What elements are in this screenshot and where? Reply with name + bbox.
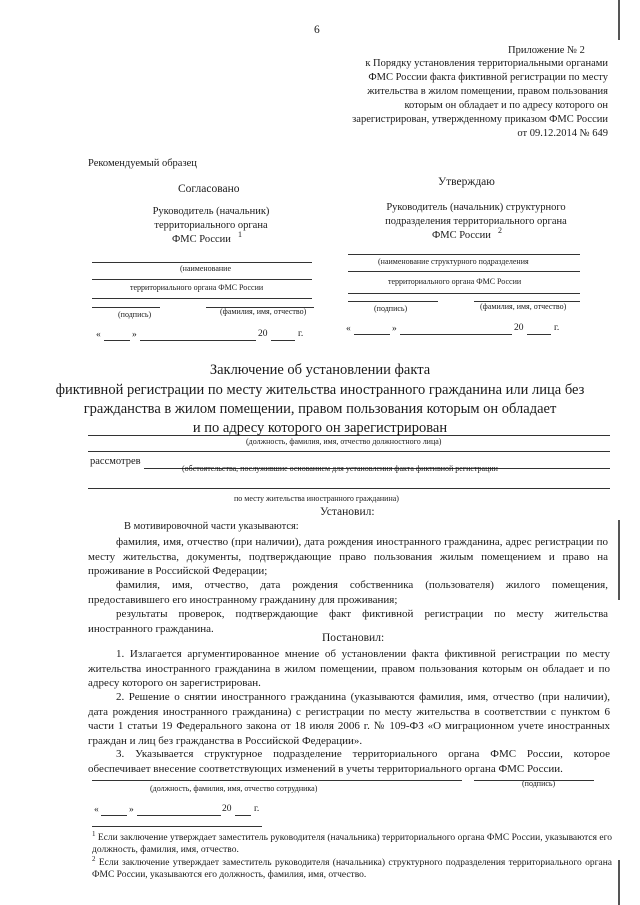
date-year: 20: [514, 323, 524, 333]
signature-line: [92, 307, 160, 308]
appendix-line: зарегистрирован, утвержденному приказом ФМС России: [352, 114, 608, 125]
appendix-line: ФМС России факта фиктивной регистрации по месту: [368, 72, 608, 83]
name-line: [348, 293, 580, 294]
date-year-line: [527, 334, 551, 335]
caption-signature: (подпись): [374, 304, 408, 313]
resolution-item: 1. Излагается аргументированное мнение об установлении факта фиктивной регистрации по месту жительства иностранного гражданина в жилом помещении, правом пользования которым он обладает и по адресу которого он зарегистрирован.: [88, 648, 610, 689]
date-year: 20: [258, 329, 268, 339]
caption-signature: (подпись): [118, 310, 152, 319]
date-year-line: [235, 815, 251, 816]
established-heading: Установил:: [320, 506, 375, 518]
official-line: [88, 451, 610, 452]
title-line: фиктивной регистрации по месту жительства иностранного гражданина или лица без: [55, 382, 585, 398]
caption-employee: (должность, фамилия, имя, отчество сотрудника): [150, 784, 318, 793]
official-line: [88, 435, 610, 436]
caption-circumstances: (обстоятельства, послужившие основанием для установления факта фиктивной регистрации: [182, 464, 498, 473]
caption-official: (должность, фамилия, имя, отчество должностного лица): [246, 437, 442, 446]
resolved-heading: Постановил:: [322, 632, 385, 644]
scan-edge-mark: [618, 0, 620, 40]
appendix-line: жительства в жилом помещении, правом пользования: [367, 86, 608, 97]
title-line: гражданства в жилом помещении, правом пользования которым он обладает: [83, 401, 557, 417]
footnote-separator: [92, 826, 262, 827]
scan-edge-mark: [618, 860, 620, 905]
date-quote-close: »: [132, 330, 137, 340]
caption-name: (наименование структурного подразделения: [378, 257, 529, 266]
page-number: 6: [314, 24, 320, 36]
appendix-line: к Порядку установления территориальными органами: [365, 58, 608, 69]
caption-org: территориального органа ФМС России: [388, 277, 522, 286]
name-line: [348, 254, 580, 255]
name-line: [92, 262, 312, 263]
date-quote-open: «: [346, 324, 351, 334]
name-line: [92, 279, 312, 280]
appendix-line: от 09.12.2014 № 649: [517, 128, 608, 139]
motivation-item: фамилия, имя, отчество (при наличии), дата рождения иностранного гражданина, адрес регистрации по месту жительства, документы, подтверждающие право пользования жилым помещением и право на проживание в Российской Федерации;: [88, 536, 608, 577]
recommended-sample-label: Рекомендуемый образец: [88, 158, 197, 169]
date-month-line: [137, 815, 221, 816]
date-day-line: [104, 340, 130, 341]
signature-line: [348, 301, 438, 302]
appendix-line: которым он обладает и по адресу которого он: [404, 100, 608, 111]
date-year-line: [271, 340, 295, 341]
resolution-item: 3. Указывается структурное подразделение территориального органа ФМС России, которое обеспечивает внесение соответствующих изменений в учеты территориального органа ФМС России.: [88, 748, 610, 775]
resolution-item: 2. Решение о снятии иностранного гражданина (указываются фамилия, имя, отчество (при наличии), дата рождения иностранного гражданина) с регистрации по месту жительства в соответствии с пунктом 6 части 1 статьи 19 Федерального закона от 18 июля 2006 г. № 109-ФЗ «О миграционном учете иностранных граждан и лиц без гражданства в Российской Федерации».: [88, 691, 610, 747]
footnote-2: $^2$ Если заключение утверждает заместитель руководителя (начальника) структурного подразделения территориального органа ФМС России, указываются его должность, фамилия, имя, отчество.: [92, 855, 612, 881]
date-quote-open: «: [96, 330, 101, 340]
date-year: 20: [222, 804, 232, 814]
date-quote-close: »: [392, 324, 397, 334]
footnote-mark-1: 1: [238, 230, 242, 239]
footnote-1: $^1$ Если заключение утверждает заместитель руководителя (начальника) территориального органа ФМС России, указываются его должность, фамилия, имя, отчество.: [92, 830, 612, 856]
left-position-line: территориального органа: [154, 220, 268, 231]
right-position-line: ФМС России: [432, 230, 491, 241]
caption-fio: (фамилия, имя, отчество): [220, 307, 307, 316]
scan-edge-mark: [618, 520, 620, 600]
title-line: и по адресу которого он зарегистрирован: [192, 420, 448, 436]
caption-org: территориального органа ФМС России: [130, 283, 264, 292]
date-month-line: [140, 340, 256, 341]
name-line: [348, 271, 580, 272]
left-position-line: ФМС России: [172, 234, 231, 245]
motivation-item: результаты проверок, подтверждающие факт фиктивной регистрации по месту жительства иностранного гражданина.: [88, 608, 608, 635]
date-month-line: [400, 334, 512, 335]
footnote-mark-2: 2: [498, 226, 502, 235]
right-position-line: подразделения территориального органа: [385, 216, 567, 227]
approve-heading: Утверждаю: [438, 176, 495, 188]
motivation-intro: В мотивировочной части указываются:: [124, 521, 299, 532]
date-year-suffix: г.: [298, 329, 304, 339]
name-line: [92, 298, 312, 299]
appendix-title: Приложение № 2: [508, 45, 585, 56]
considered-label: рассмотрев: [90, 456, 141, 467]
agreed-heading: Согласовано: [178, 183, 240, 195]
motivation-item: фамилия, имя, отчество, дата рождения собственника (пользователя) жилого помещения, предоставившего его иностранному гражданину для проживания;: [88, 579, 608, 606]
employee-line: [92, 780, 462, 781]
date-day-line: [101, 815, 127, 816]
title-line: Заключение об установлении факта: [209, 362, 431, 378]
date-year-suffix: г.: [254, 804, 260, 814]
date-quote-close: »: [129, 805, 134, 815]
circumstances-line: [88, 488, 610, 489]
caption-name: (наименование: [180, 264, 232, 273]
right-position-line: Руководитель (начальник) структурного: [386, 202, 566, 213]
left-position-line: Руководитель (начальник): [152, 206, 270, 217]
date-year-suffix: г.: [554, 323, 560, 333]
caption-residence: по месту жительства иностранного гражданина): [234, 494, 399, 503]
caption-fio: (фамилия, имя, отчество): [480, 302, 567, 311]
date-quote-open: «: [94, 805, 99, 815]
date-day-line: [354, 334, 390, 335]
caption-signature-bottom: (подпись): [522, 779, 556, 788]
